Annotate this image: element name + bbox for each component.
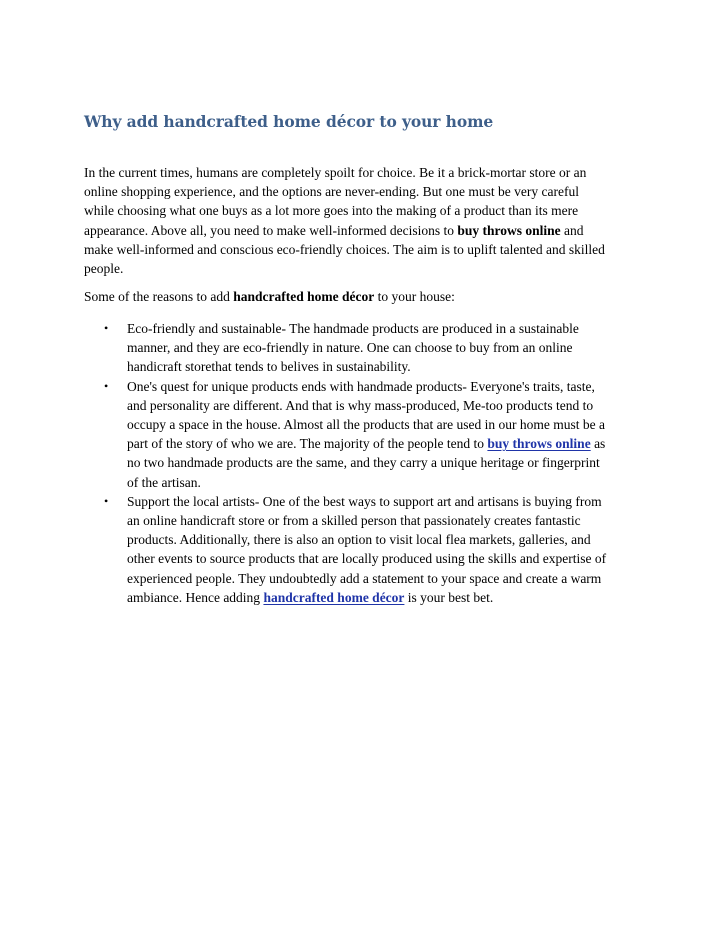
list-item-line: [127, 434, 636, 453]
reasons-intro-text: to your house:: [374, 289, 455, 304]
list-item-line: One's quest for unique products ends with handmade products- Everyone's traits, taste,: [127, 378, 595, 394]
page-title: Why add handcrafted home décor to your home: [84, 112, 494, 131]
list-item-line: Support the local artists- One of the best ways to support art and artisans is buying from: [127, 493, 602, 509]
intro-paragraph: [84, 163, 636, 278]
list-item-line: of the artisan.: [127, 474, 201, 490]
reasons-intro: [84, 287, 636, 306]
list-item-text: part of the story of who we are. The majority of the people tend to: [127, 436, 488, 452]
handcrafted-home-decor-link[interactable]: handcrafted home décor: [263, 589, 405, 605]
intro-text: appearance. Above all, you need to make well-informed decisions to: [84, 222, 458, 238]
list-item: [84, 377, 636, 492]
list-item-text: ambiance. Hence adding: [127, 589, 264, 605]
reasons-intro-text: Some of the reasons to add: [84, 289, 234, 304]
bullet-icon: •: [104, 378, 109, 393]
reasons-list: [84, 319, 636, 607]
list-item-line: and personality are different. And that is why mass-produced, Me-too products tend to: [127, 397, 594, 413]
intro-line: while choosing what one buys as a lot more goes into the making of a product than its mere: [84, 203, 579, 219]
list-item-line: no two handmade products are the same, and they carry a unique heritage or fingerprint: [127, 455, 600, 471]
list-item-line: handicraft storethat tends to belives in sustainability.: [127, 359, 411, 375]
bold-keyword: buy throws online: [457, 222, 561, 238]
list-item-line: an online handicraft store or from a skilled person that passionately creates fantastic: [127, 513, 581, 529]
list-item-line: manner, and they are eco-friendly in nature. One can choose to buy from an online: [127, 340, 573, 356]
list-item-line: other events to source products that are locally produced using the skills and expertise of: [127, 551, 607, 567]
buy-throws-online-link[interactable]: buy throws online: [487, 436, 591, 452]
intro-text: and: [560, 222, 584, 238]
intro-line: In the current times, humans are completely spoilt for choice. Be it a brick-mortar store or an: [84, 165, 587, 180]
list-item: [84, 319, 636, 377]
list-item-text: as: [590, 436, 606, 452]
intro-line: [84, 221, 636, 240]
intro-line: make well-informed and conscious eco-friendly choices. The aim is to uplift talented and skilled: [84, 241, 605, 257]
list-item-line: Eco-friendly and sustainable- The handmade products are produced in a sustainable: [127, 321, 579, 336]
list-item-line: [127, 588, 636, 607]
intro-line: people.: [84, 261, 124, 277]
list-item-line: experienced people. They undoubtedly add a statement to your space and create a warm: [127, 570, 602, 586]
bullet-icon: •: [104, 493, 109, 508]
list-item: [84, 492, 636, 607]
bold-keyword: handcrafted home décor: [233, 289, 375, 304]
intro-line: online shopping experience, and the options are never-ending. But one must be very careful: [84, 184, 579, 200]
bullet-icon: •: [104, 321, 109, 335]
list-item-text: is your best bet.: [404, 589, 494, 605]
list-item-line: products. Additionally, there is also an option to visit local flea markets, galleries, and: [127, 532, 591, 548]
list-item-line: occupy a space in the house. Almost all the products that are used in our home must be a: [127, 417, 606, 433]
